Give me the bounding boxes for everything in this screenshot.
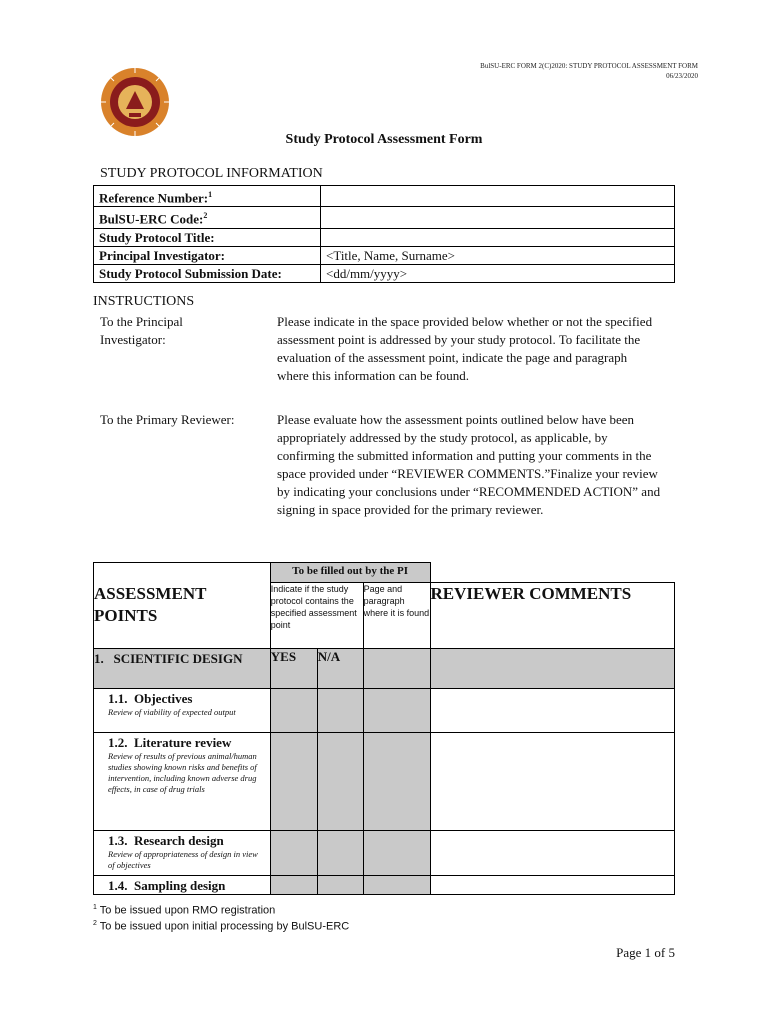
yes-checkbox-cell[interactable]	[270, 876, 317, 895]
item-description: Review of appropriateness of design in view of objectives	[108, 849, 258, 870]
reviewer-comment-cell[interactable]	[430, 831, 675, 876]
instructions-heading: INSTRUCTIONS	[93, 294, 195, 309]
reference-number-value[interactable]	[321, 186, 675, 207]
assessment-points-header: ASSESSMENT POINTS	[94, 583, 271, 649]
reference-number-label: Reference Number:$^1$	[94, 186, 321, 207]
protocol-title-label: Study Protocol Title:	[94, 228, 321, 246]
page-number: Page 1 of 5	[616, 945, 675, 960]
table-row	[94, 649, 675, 689]
section-scientific-design: 1. SCIENTIFIC DESIGN	[94, 649, 271, 689]
reviewer-instruction-label: To the Primary Reviewer:	[100, 412, 235, 427]
na-checkbox-cell[interactable]	[317, 733, 363, 831]
assessment-table	[93, 562, 675, 895]
item-name: 1.1. Objectives	[108, 691, 193, 706]
na-checkbox-cell[interactable]	[317, 689, 363, 733]
pi-instruction-label: To the Principal Investigator:	[100, 314, 183, 347]
form-header	[480, 61, 698, 81]
table-row	[94, 228, 675, 246]
pi-fill-header: To be filled out by the PI	[270, 563, 430, 583]
yes-column-label: YES	[270, 649, 317, 689]
erc-code-label: BulSU-ERC Code:$^2$	[94, 207, 321, 228]
submission-date-value[interactable]: <dd/mm/yyyy>	[321, 264, 675, 282]
page-title: Study Protocol Assessment Form	[285, 132, 483, 147]
reviewer-comment-cell[interactable]	[430, 689, 675, 733]
page-paragraph-column-header: Page and paragraph where it is found	[363, 583, 430, 649]
protocol-title-value[interactable]	[321, 228, 675, 246]
table-row	[94, 831, 675, 876]
protocol-info-heading: STUDY PROTOCOL INFORMATION	[100, 166, 323, 181]
assessment-item	[94, 831, 271, 876]
table-row	[94, 583, 675, 649]
table-row	[94, 876, 675, 895]
principal-investigator-value[interactable]: <Title, Name, Surname>	[321, 246, 675, 264]
item-name: 1.3. Research design	[108, 833, 224, 848]
page-paragraph-cell[interactable]	[363, 689, 430, 733]
assessment-item	[94, 733, 271, 831]
indicate-column-header: Indicate if the study protocol contains the specified assessment point	[270, 583, 363, 649]
table-row	[94, 563, 675, 583]
pi-instruction-text: Please indicate in the space provided below whether or not the specified assessment point is addressed by your study protocol. To facilitate the evaluation of the assessment point, indicate the page and paragraph where this information can be found.	[277, 314, 653, 383]
reviewer-comments-header: REVIEWER COMMENTS	[430, 583, 675, 649]
yes-checkbox-cell[interactable]	[270, 831, 317, 876]
table-row	[94, 689, 675, 733]
page-paragraph-cell[interactable]	[363, 876, 430, 895]
table-row	[94, 264, 675, 282]
item-name: 1.4. Sampling design	[108, 878, 226, 893]
item-description: Review of viability of expected output	[108, 707, 236, 717]
footnote-1: $^1$ To be issued upon RMO registration	[93, 904, 276, 917]
yes-checkbox-cell[interactable]	[270, 689, 317, 733]
na-column-label: N/A	[317, 649, 363, 689]
principal-investigator-label: Principal Investigator:	[94, 246, 321, 264]
yes-checkbox-cell[interactable]	[270, 733, 317, 831]
erc-code-value[interactable]	[321, 207, 675, 228]
table-row	[94, 207, 675, 228]
item-name: 1.2. Literature review	[108, 735, 232, 750]
assessment-item	[94, 876, 271, 895]
na-checkbox-cell[interactable]	[317, 831, 363, 876]
footnote-2: $^2$ To be issued upon initial processing by BulSU-ERC	[93, 920, 350, 933]
reviewer-comment-cell[interactable]	[430, 733, 675, 831]
form-date: 06/23/2020	[666, 72, 698, 80]
table-row	[94, 186, 675, 207]
protocol-info-table	[93, 185, 675, 283]
na-checkbox-cell[interactable]	[317, 876, 363, 895]
item-description: Review of results of previous animal/human studies showing known risks and benefits of intervention, including known adverse drug effects, in case of drug trials	[108, 751, 257, 794]
assessment-item	[94, 689, 271, 733]
reviewer-comment-cell[interactable]	[430, 876, 675, 895]
form-code: BulSU-ERC FORM 2(C)2020: STUDY PROTOCOL ASSESSMENT FORM	[480, 62, 698, 70]
university-seal-logo	[100, 67, 170, 137]
table-row	[94, 733, 675, 831]
page-paragraph-cell[interactable]	[363, 831, 430, 876]
reviewer-instruction-text: Please evaluate how the assessment points outlined below have been appropriately addressed by the study protocol, as applicable, by confirming the submitted information and putting your comments in the space provided under “REVIEWER COMMENTS.”Finalize your review by indicating your conclusions under “RECOMMENDED ACTION” and signing in space provided for the primary reviewer.	[277, 412, 661, 517]
page-paragraph-cell[interactable]	[363, 733, 430, 831]
table-row	[94, 246, 675, 264]
submission-date-label: Study Protocol Submission Date:	[94, 264, 321, 282]
